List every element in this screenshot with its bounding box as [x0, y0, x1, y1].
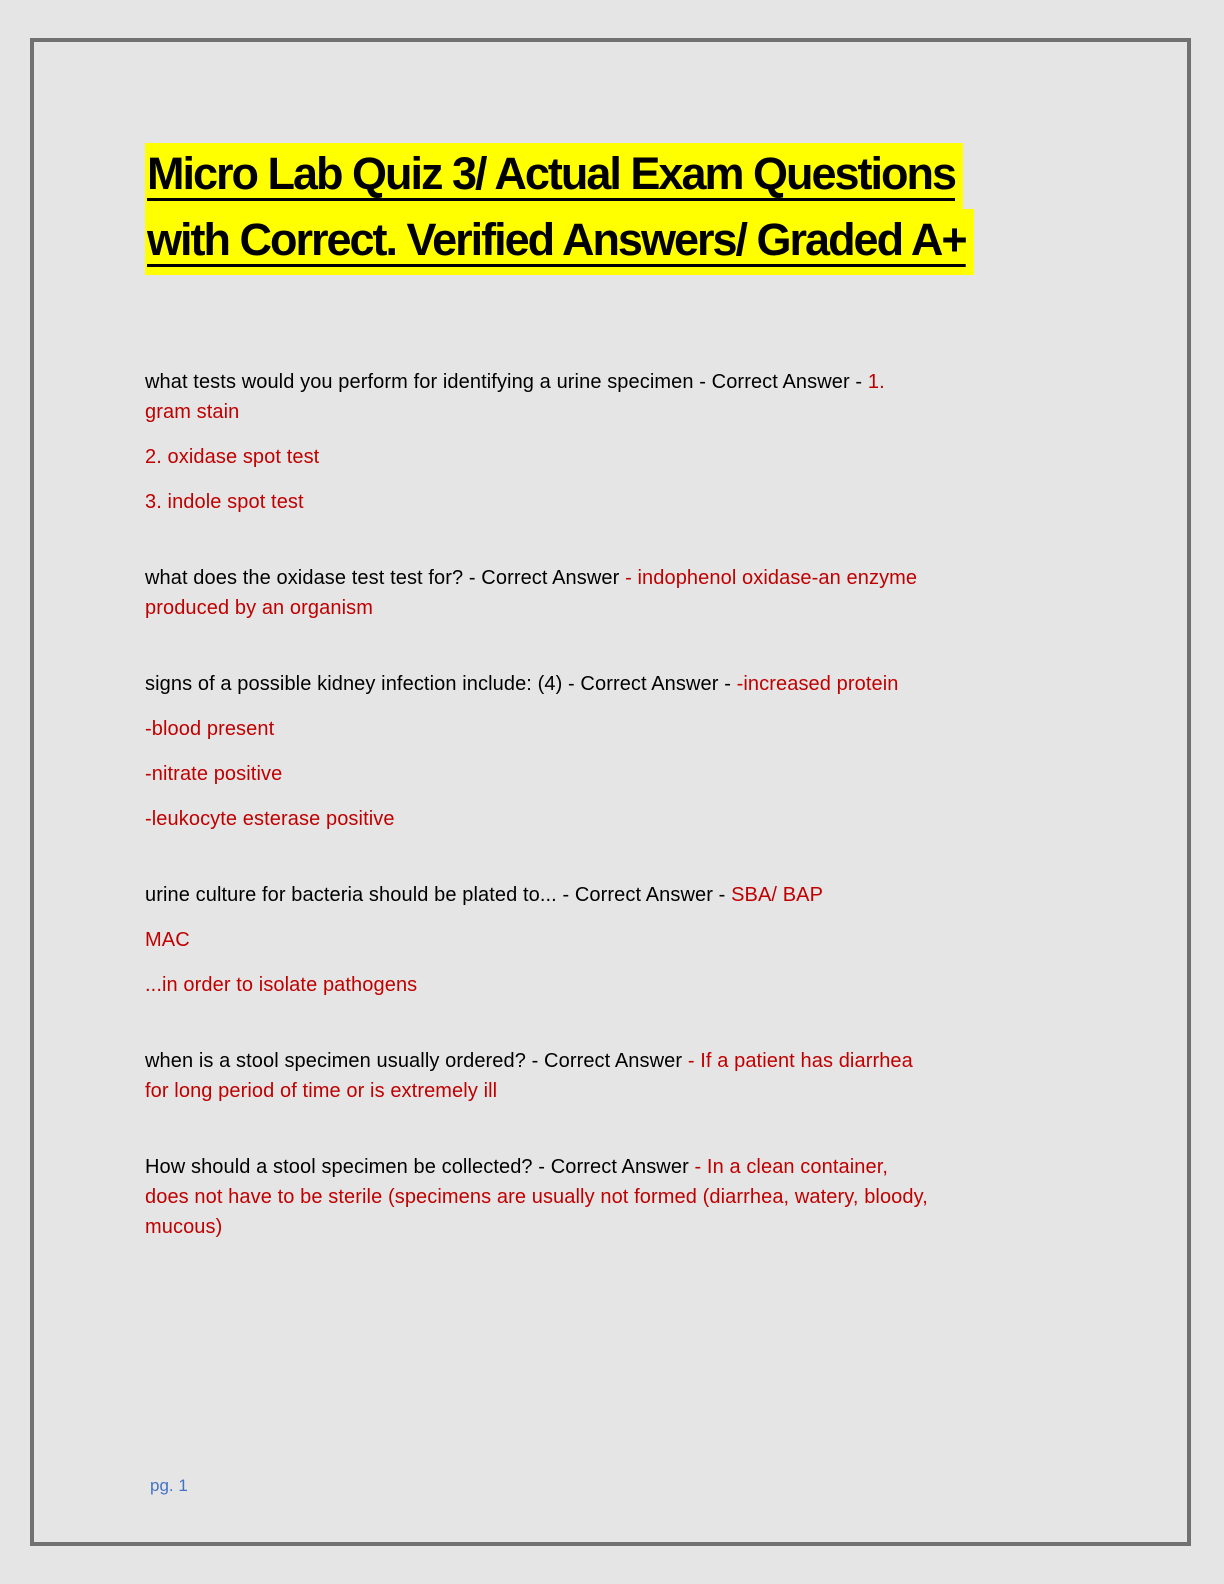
text-line — [145, 397, 1090, 427]
text-line — [145, 563, 1090, 593]
text-line — [145, 367, 1090, 397]
text-line — [145, 442, 1090, 472]
qa-paragraph — [145, 714, 1090, 744]
answer-text: - In a clean container, — [694, 1156, 889, 1178]
qa-paragraph — [145, 1046, 1090, 1106]
text-line — [145, 880, 1090, 910]
text-line — [145, 925, 1090, 955]
qa-paragraph — [145, 1152, 1090, 1242]
document-title — [145, 143, 1090, 275]
text-line — [145, 669, 1090, 699]
page-content — [145, 143, 1090, 1288]
text-line — [145, 1212, 1090, 1242]
qa-paragraph — [145, 970, 1090, 1000]
qa-paragraph — [145, 442, 1090, 472]
answer-text: produced by an organism — [145, 597, 373, 619]
question-text: what tests would you perform for identifying a urine specimen - Correct Answer - — [145, 371, 868, 393]
answer-text: - If a patient has diarrhea — [687, 1050, 913, 1072]
answer-text: -leukocyte esterase positive — [145, 808, 395, 830]
answer-text: -increased protein — [736, 673, 899, 695]
qa-paragraph — [145, 759, 1090, 789]
answer-text: -blood present — [145, 718, 275, 740]
qa-paragraph — [145, 563, 1090, 623]
text-line — [145, 1076, 1090, 1106]
text-line — [145, 714, 1090, 744]
qa-paragraph — [145, 487, 1090, 517]
question-text: when is a stool specimen usually ordered? - Correct Answer — [145, 1050, 688, 1072]
document-title-line: with Correct. Verified Answers/ Graded A+ — [145, 209, 974, 275]
question-text: signs of a possible kidney infection include: (4) - Correct Answer - — [145, 673, 737, 695]
qa-paragraph — [145, 669, 1090, 699]
qa-block — [145, 1152, 1090, 1242]
answer-text: -nitrate positive — [145, 763, 283, 785]
answer-text: does not have to be sterile (specimens are usually not formed (diarrhea, watery, bloody, — [145, 1186, 928, 1208]
qa-block — [145, 367, 1090, 517]
answer-text: SBA/ BAP — [731, 884, 824, 906]
text-line — [145, 804, 1090, 834]
answer-text: MAC — [145, 929, 190, 951]
qa-paragraph — [145, 804, 1090, 834]
text-line — [145, 1182, 1090, 1212]
qa-paragraph — [145, 880, 1090, 910]
answer-text: 2. oxidase spot test — [145, 446, 320, 468]
qa-content — [145, 367, 1090, 1242]
answer-text: mucous) — [145, 1216, 223, 1238]
qa-block — [145, 1046, 1090, 1106]
answer-text: for long period of time or is extremely ill — [145, 1080, 498, 1102]
answer-text: - indophenol oxidase-an enzyme — [625, 567, 918, 589]
answer-text: ...in order to isolate pathogens — [145, 974, 418, 996]
page-number: pg. 1 — [150, 1476, 188, 1495]
qa-block — [145, 563, 1090, 623]
text-line — [145, 593, 1090, 623]
text-line — [145, 487, 1090, 517]
text-line — [145, 970, 1090, 1000]
answer-text: 1. — [867, 371, 885, 393]
question-text: How should a stool specimen be collected? - Correct Answer — [145, 1156, 695, 1178]
qa-block — [145, 669, 1090, 834]
qa-paragraph — [145, 925, 1090, 955]
question-text: urine culture for bacteria should be plated to... - Correct Answer - — [145, 884, 732, 906]
answer-text: gram stain — [145, 401, 240, 423]
qa-block — [145, 880, 1090, 1000]
text-line — [145, 1046, 1090, 1076]
text-line — [145, 1152, 1090, 1182]
text-line — [145, 759, 1090, 789]
answer-text: 3. indole spot test — [145, 491, 304, 513]
document-title-line: Micro Lab Quiz 3/ Actual Exam Questions — [145, 143, 963, 209]
question-text: what does the oxidase test test for? - Correct Answer — [145, 567, 626, 589]
qa-paragraph — [145, 367, 1090, 427]
